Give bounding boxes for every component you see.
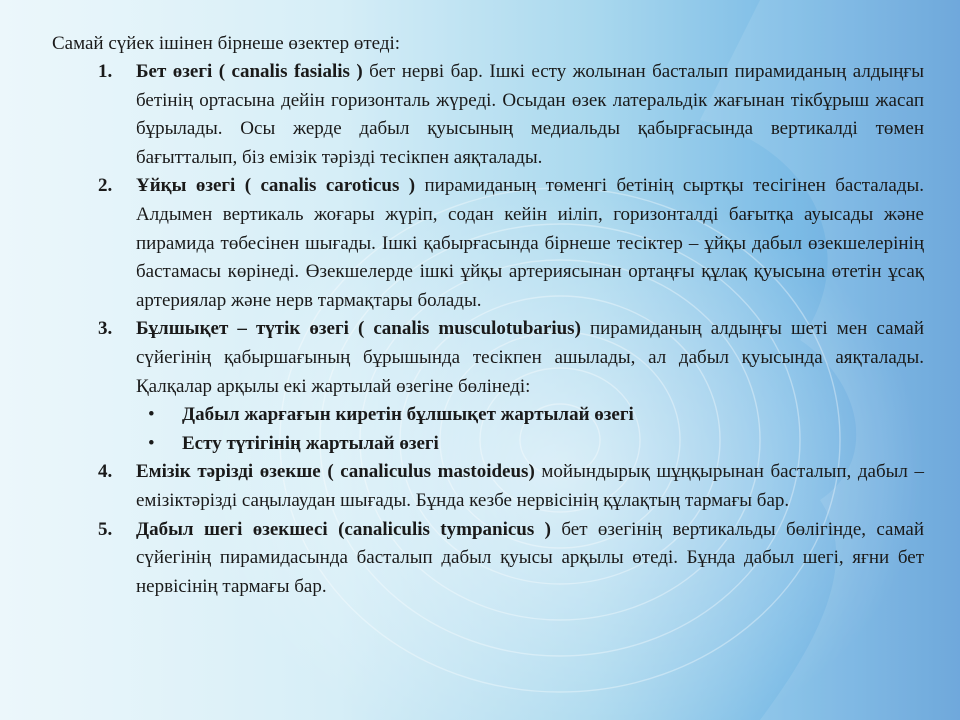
list-item — [52, 58, 924, 172]
slide-content — [52, 30, 924, 601]
list-item — [52, 315, 924, 401]
item-title: Дабыл шегі өзекшесі (canaliculis tympanicus ) — [136, 518, 551, 540]
bullet-icon: • — [148, 432, 155, 454]
item-text: бет нерві бар. Ішкі есту жолынан басталып пирамиданың алдыңғы бетінің ортасына дейін горизонталь жүреді. Осыдан өзек латеральдік жағынан тікбұрыш жасап бұрылады. Осы жерде дабыл қуысының медиальды қабырғасында вертикалді төмен бағытталып, біз емізік тәрізді тесікпен аяқталады. — [136, 61, 924, 168]
list-item — [52, 458, 924, 515]
item-text: бет өзегінің вертикальды бөлігінде, самай сүйегінің пирамидасында басталып дабыл қуысы арқылы өтеді. Бұнда дабыл шегі, яғни бет нервісінің тармағы бар. — [136, 518, 924, 597]
item-number: 1. — [98, 61, 113, 82]
item-number: 4. — [98, 461, 113, 483]
bullet-icon: • — [148, 404, 155, 426]
item-number: 2. — [98, 175, 113, 197]
item-title: Бет өзегі ( canalis fasialis ) — [136, 61, 363, 82]
list-item — [52, 172, 924, 315]
sub-item-text: Есту түтігінің жартылай өзегі — [182, 432, 439, 454]
canal-list — [52, 58, 924, 401]
item-title: Ұйқы өзегі ( canalis caroticus ) — [136, 175, 416, 197]
item-text: мойындырық шұңқырынан басталып, дабыл – емізіктәрізді саңылаудан шығады. Бұнда кезбе нервісінің құлақтың тармағы бар. — [136, 461, 925, 511]
sub-item-text: Дабыл жарғағын киретін бұлшықет жартылай өзегі — [182, 404, 634, 426]
intro-text: Самай сүйек ішінен бірнеше өзектер өтеді: — [52, 33, 401, 54]
sub-list — [52, 401, 924, 458]
item-number: 3. — [98, 318, 113, 340]
canal-list-continued — [52, 458, 924, 601]
item-title: Емізік тәрізді өзекше ( canaliculus mastoideus) — [136, 461, 535, 483]
item-text: пирамиданың төменгі бетінің сыртқы тесігінен басталады. Алдымен вертикаль жоғары жүріп, содан кейін иіліп, горизонталді бағытқа ауысады және пирамида төбесінен шығады. Ішкі қабырғасында бірнеше тесіктер – ұйқы дабыл өзекшелерінің бастамасы көрінеді. Өзекшелерде ішкі ұйқы артериясынан ортаңғы құлақ қуысына өтетін ұсақ артериялар және нерв тармақтары болады. — [136, 175, 925, 311]
list-item — [52, 516, 924, 602]
sub-list-item — [148, 430, 924, 459]
item-text: пирамиданың алдыңғы шеті мен самай сүйегінің қабыршағының бұрышында тесікпен ашылады, ал дабыл қуысында аяқталады. Қалқалар арқылы екі жартылай өзегіне бөлінеді: — [136, 318, 925, 397]
item-title: Бұлшықет – түтік өзегі ( canalis musculotubarius) — [136, 318, 581, 340]
item-number: 5. — [98, 518, 113, 540]
sub-list-item — [148, 401, 924, 430]
